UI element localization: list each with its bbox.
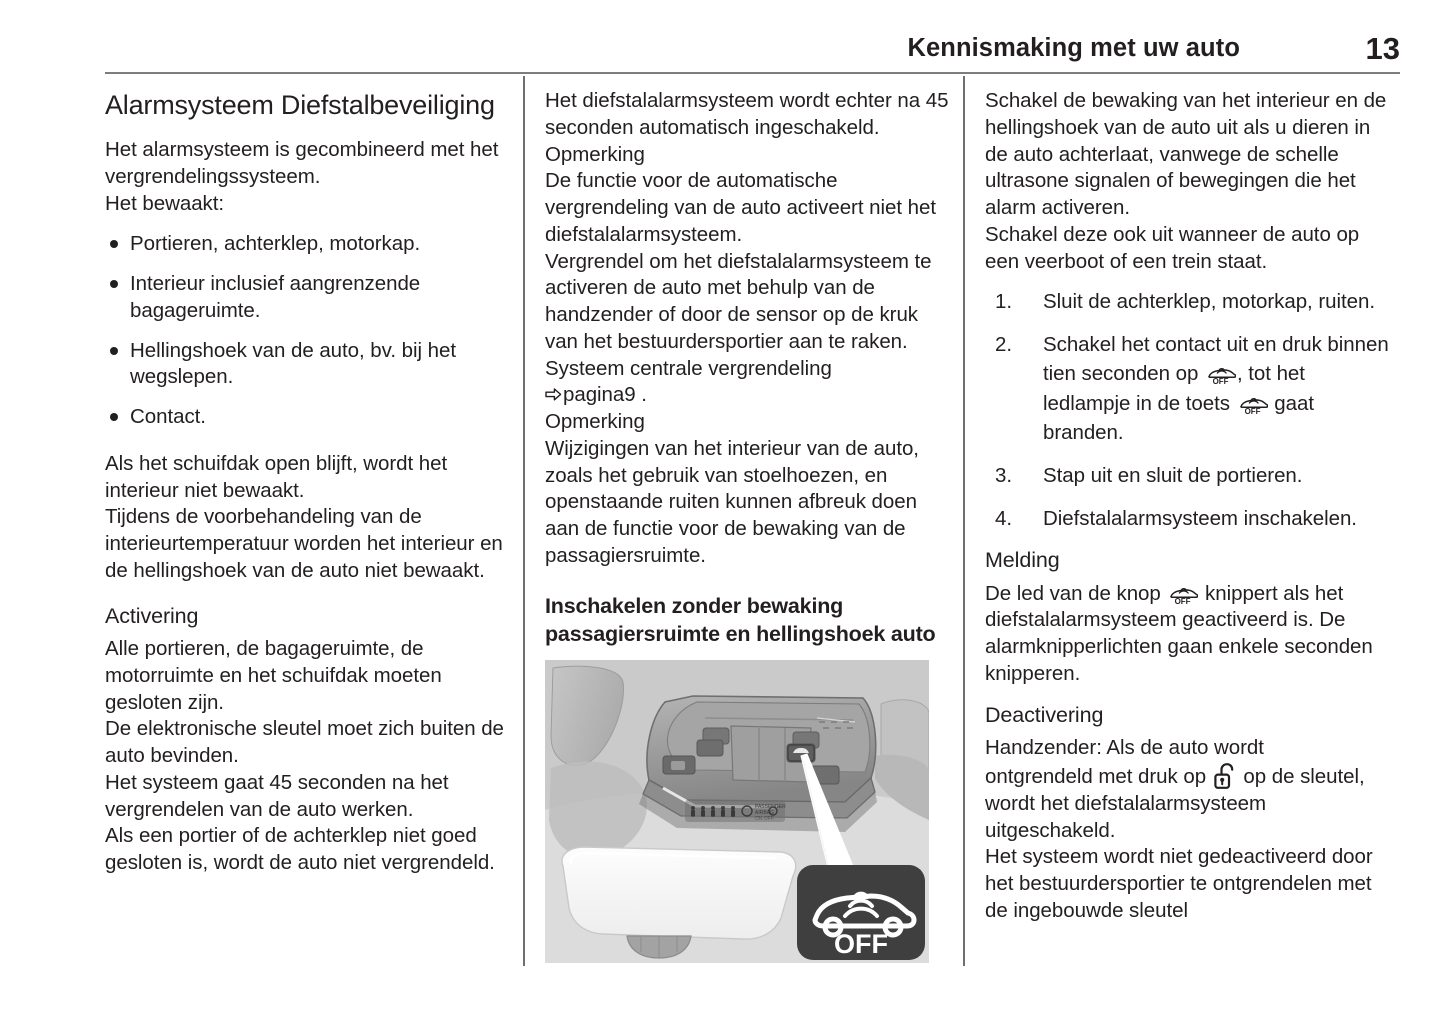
after-bullets-paragraph-1: Als het schuifdak open blijft, wordt het interieur niet bewaakt. xyxy=(105,451,448,502)
step-text-part-3: gaat branden. xyxy=(1043,391,1314,444)
melding-heading: Melding xyxy=(985,548,1060,573)
note-label-1: Opmerking xyxy=(545,142,645,166)
list-item xyxy=(985,461,1389,490)
alarm-off-icon xyxy=(1167,583,1198,605)
note-paragraph-2: Vergrendel om het diefstalalarmsysteem te activeren de auto met behulp van de handzender of door de sensor op de kruk van het bestuurdersportier aan te raken. xyxy=(545,249,932,353)
melding-text-part-2: knippert als het diefstalalarmsysteem geactiveerd is. De alarmknipperlichten gaan enkele seconden knipperen. xyxy=(985,581,1373,685)
note-label-2: Opmerking xyxy=(545,410,645,433)
list-item: Interieur inclusief aangrenzende bagageruimte. xyxy=(105,271,509,325)
page-header xyxy=(105,31,1400,74)
step-text-part-1: Schakel het contact uit en druk binnen tien seconden op xyxy=(1043,333,1389,386)
activering-paragraph-4: Als een portier of de achterklep niet goed gesloten is, wordt de auto niet vergrendeld. xyxy=(105,824,495,875)
deactivering-paragraph-2 xyxy=(985,762,1389,845)
step-text: Stap uit en sluit de portieren. xyxy=(1043,463,1303,487)
crossref-title: Systeem centrale vergrendeling xyxy=(545,356,832,380)
crossref-line xyxy=(545,382,949,409)
step-number: 3. xyxy=(995,463,1012,487)
step-text-part-2: , tot het ledlampje in de toets xyxy=(1043,362,1305,415)
after-bullets-paragraph-2: Tijdens de voorbehandeling van de interieurtemperatuur worden het interieur en de hellingshoek van de auto niet bewaakt. xyxy=(105,505,503,582)
intro-paragraph-2: Het bewaakt: xyxy=(105,191,225,215)
unlock-padlock-icon xyxy=(1214,762,1236,791)
header-divider xyxy=(105,72,1400,74)
svg-text:PASSENGER: PASSENGER xyxy=(755,804,786,811)
deactivering-paragraph-1: Handzender: Als de auto wordt xyxy=(985,736,1264,760)
column-3 xyxy=(985,88,1389,978)
alarm-off-icon xyxy=(1237,393,1268,415)
auto-arm-paragraph: Het diefstalalarmsysteem wordt echter na 45 seconden automatisch ingeschakeld. xyxy=(545,89,949,139)
activering-heading: Activering xyxy=(105,603,199,628)
deactivering-paragraph-3: Het systeem wordt niet gedeactiveerd door het bestuurdersportier te ontgrendelen met de ingebouwde sleutel xyxy=(985,845,1373,922)
svg-text:OFF: OFF xyxy=(1244,406,1261,415)
svg-text:OFF: OFF xyxy=(1212,377,1229,386)
crossref-page: pagina9 . xyxy=(563,383,647,407)
deactivering-text-part-2: ontgrendeld met druk op xyxy=(985,764,1212,788)
deactivering-heading: Deactivering xyxy=(985,702,1104,727)
step-text: Sluit de achterklep, motorkap, ruiten. xyxy=(1043,290,1375,314)
deactivering-text-part-3: op de sleutel, wordt het diefstalalarmsysteem uitgeschakeld. xyxy=(985,764,1365,842)
column-divider-2 xyxy=(963,76,965,966)
step-text: Diefstalalarmsysteem inschakelen. xyxy=(1043,506,1357,530)
interior-monitor-paragraph-2: Schakel deze ook uit wanneer de auto op een veerboot of een trein staat. xyxy=(985,222,1360,273)
column-1 xyxy=(105,88,509,978)
alarm-off-icon xyxy=(1205,363,1236,385)
list-item: Hellingshoek van de auto, bv. bij het wegslepen. xyxy=(105,338,509,392)
list-item: Portieren, achterklep, motorkap. xyxy=(105,231,509,258)
svg-text:OFF: OFF xyxy=(1174,596,1191,605)
step-number: 4. xyxy=(995,506,1012,530)
arrow-right-reference-icon xyxy=(545,383,562,398)
spacer xyxy=(105,444,509,451)
arming-steps-list xyxy=(985,287,1389,533)
svg-text:OFF: OFF xyxy=(834,929,888,960)
list-item xyxy=(985,504,1389,533)
subheading-arm-without-interior: Inschakelen zonder bewaking passagiersruimte en hellingshoek auto xyxy=(545,593,936,646)
step-number: 1. xyxy=(995,290,1012,314)
step-number: 2. xyxy=(995,333,1012,357)
activering-paragraph-1: Alle portieren, de bagageruimte, de motorruimte en het schuifdak moeten gesloten zijn. xyxy=(105,637,442,714)
alarm-off-button-on-console xyxy=(788,745,814,761)
figure-overhead-console xyxy=(545,660,929,963)
column-2 xyxy=(545,88,949,978)
list-item xyxy=(985,330,1389,446)
activering-paragraph-3: Het systeem gaat 45 seconden na het vergrendelen van de auto werken. xyxy=(105,770,449,821)
melding-paragraph xyxy=(985,581,1389,688)
column-divider-1 xyxy=(523,76,525,966)
note-paragraph-1: De functie voor de automatische vergrendeling van de auto activeert niet het diefstalalarmsysteem. xyxy=(545,169,936,246)
activering-paragraph-2: De elektronische sleutel moet zich buiten de auto bevinden. xyxy=(105,717,504,768)
list-item: Contact. xyxy=(105,404,509,431)
svg-text:AIRBAG: AIRBAG xyxy=(755,810,774,817)
page-number: 13 xyxy=(1365,31,1400,66)
melding-text-part-1: De led van de knop xyxy=(985,581,1167,605)
intro-paragraph-1: Het alarmsysteem is gecombineerd met het vergrendelingssysteem. xyxy=(105,138,499,188)
figure-illustration xyxy=(545,660,929,963)
section-title: Alarmsysteem Diefstalbeveiliging xyxy=(105,90,495,120)
page-title: Kennismaking met uw auto xyxy=(907,34,1240,62)
note-paragraph-3: Wijzigingen van het interieur van de auto, zoals het gebruik van stoelhoezen, en openstaande ruiten kunnen afbreuk doen aan de functie voor de bewaking van de passagiersruimte. xyxy=(545,436,919,567)
callout-alarm-off-badge xyxy=(797,865,925,960)
interior-monitor-paragraph-1: Schakel de bewaking van het interieur en de hellingshoek van de auto uit als u dieren in de auto achterlaat, vanwege de schelle ultrasone signalen of bewegingen die het alarm activeren. xyxy=(985,89,1387,219)
content-columns xyxy=(105,88,1400,978)
list-item xyxy=(985,287,1389,316)
monitored-items-list xyxy=(105,231,509,431)
